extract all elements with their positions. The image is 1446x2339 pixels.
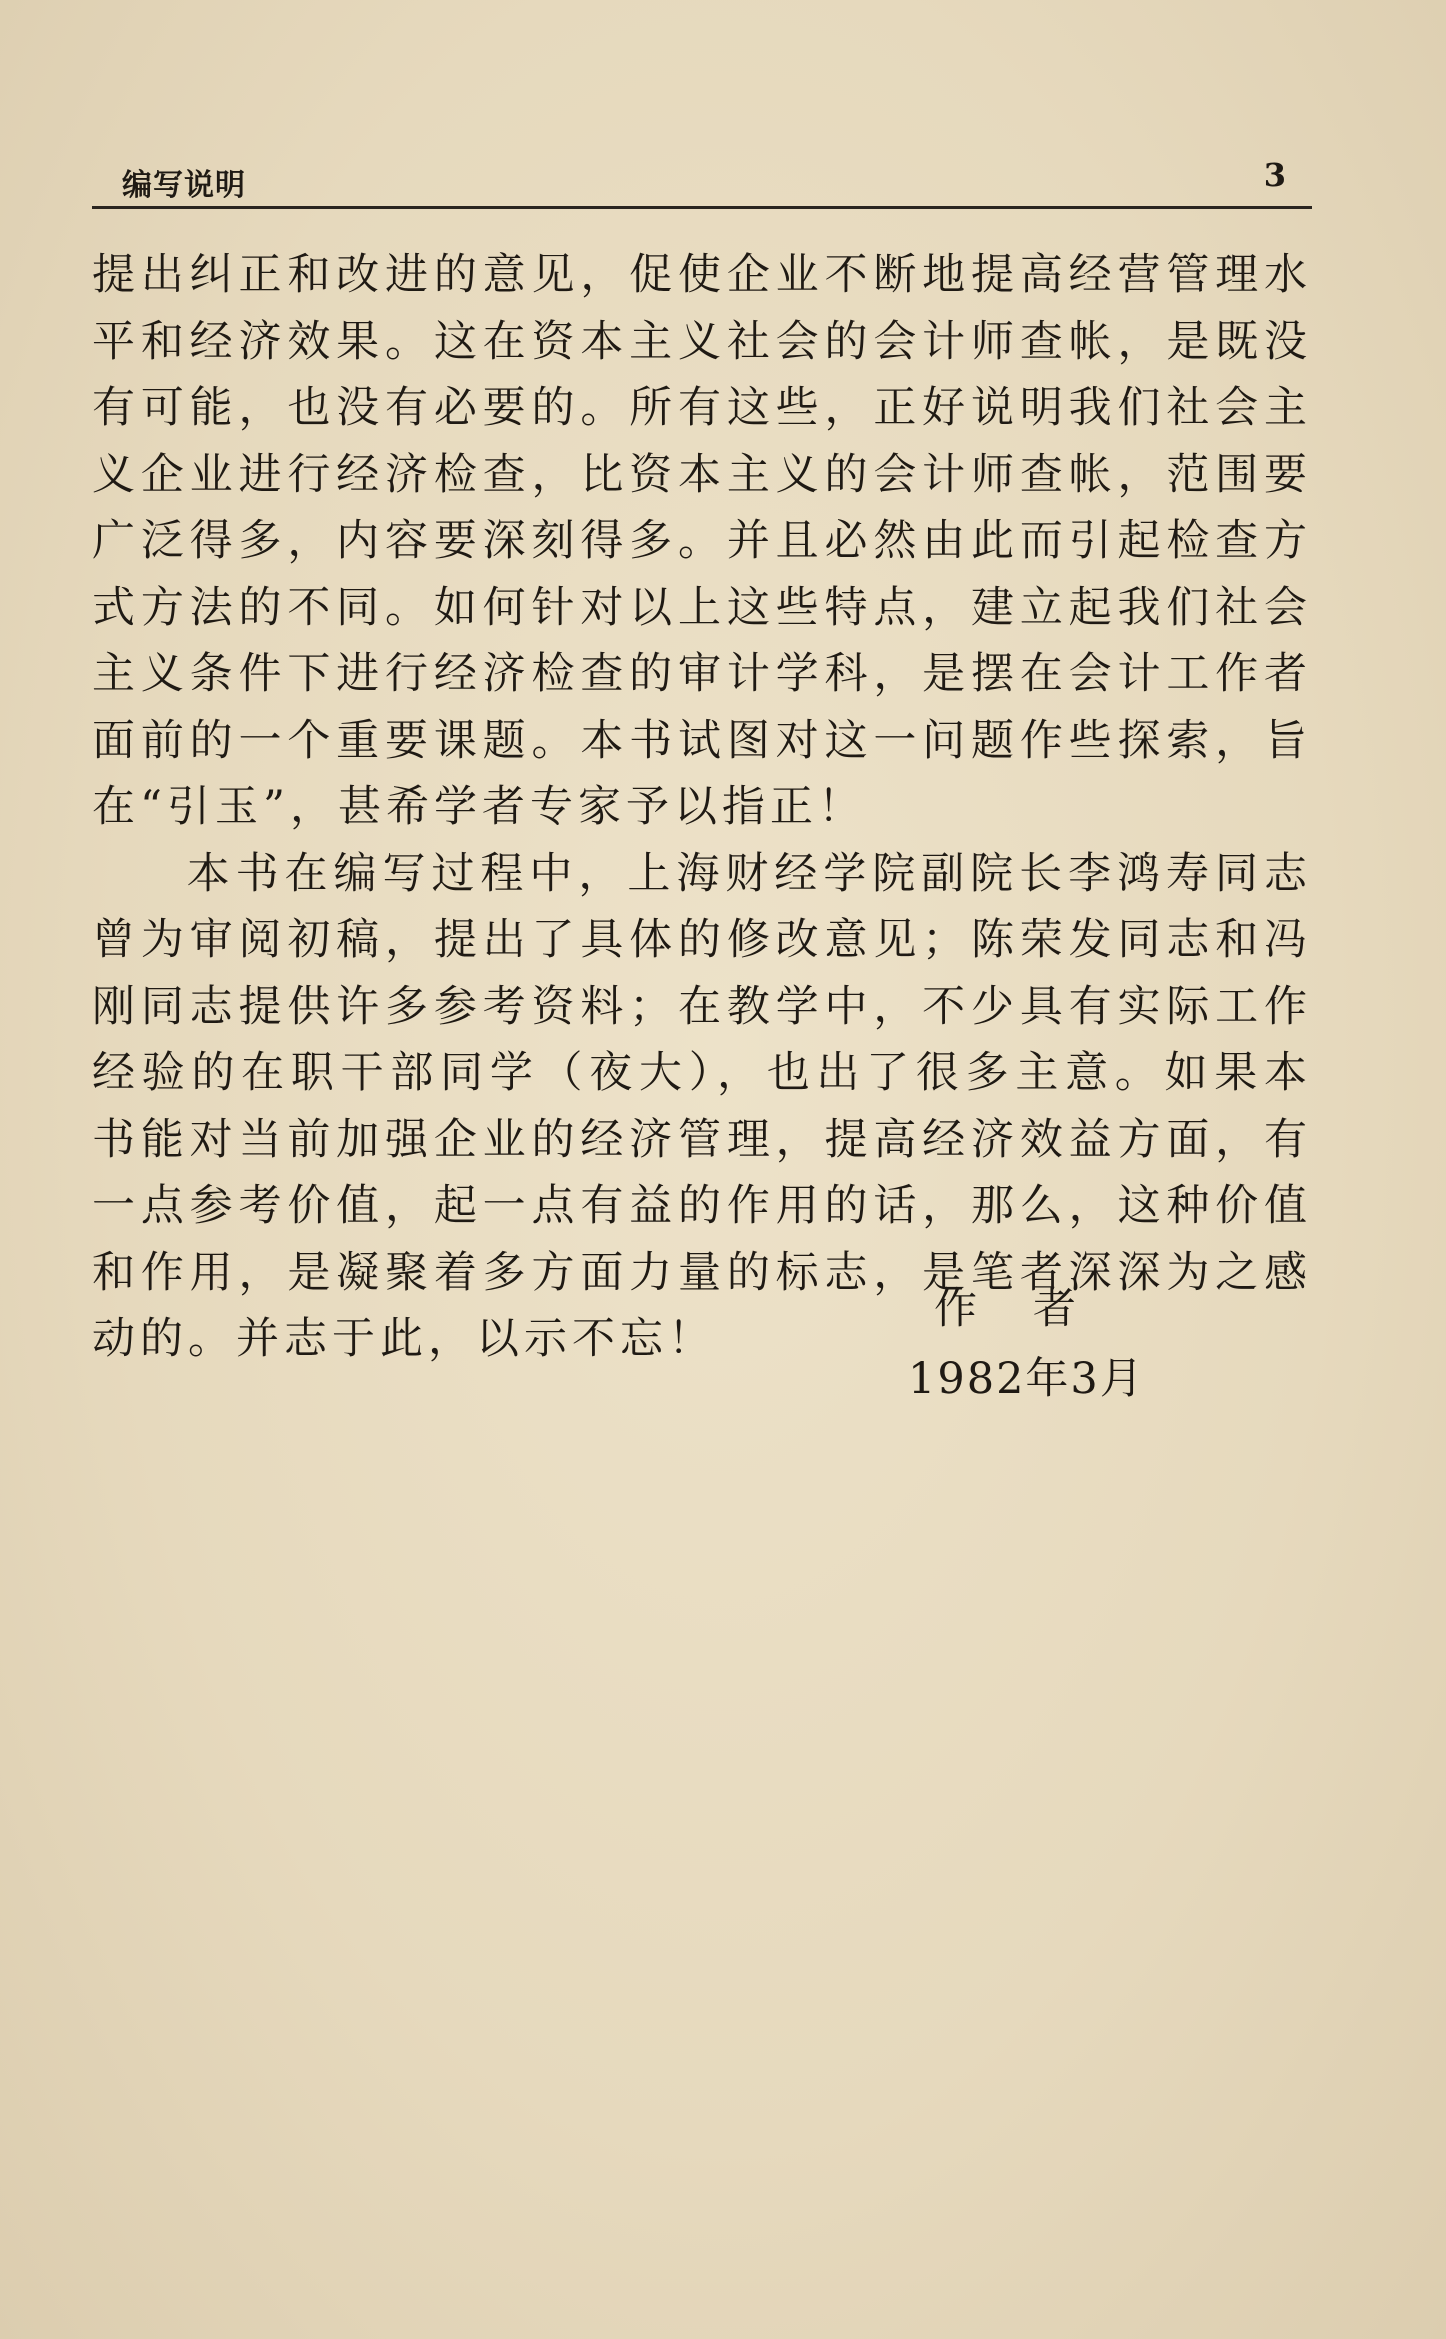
body-text [92, 242, 1312, 1373]
paragraph-acknowledgements: 本书在编写过程中，上海财经学院副院长李鸿寿同志曾为审阅初稿，提出了具体的修改意见；陈荣发同志和冯刚同志提供许多参考资料；在教学中，不少具有实际工作经验的在职干部同学（夜大），也出了很多主意。如果本书能对当前加强企业的经济管理，提高经济效益方面，有一点参考价值，起一点有益的作用的话，那么，这种价值和作用，是凝聚着多方面力量的标志，是笔者深深为之感动的。并志于此，以示不忘！ [92, 848, 1312, 1364]
signature-date: 1982年3月 [908, 1354, 1145, 1404]
signature-block [908, 1274, 1145, 1414]
section-title: 编写说明 [122, 168, 246, 203]
paragraph-continued: 提出纠正和改进的意见，促使企业不断地提高经营管理水平和经济效果。这在资本主义社会的会计师查帐，是既没有可能，也没有必要的。所有这些，正好说明我们社会主义企业进行经济检查，比资本主义的会计师查帐，范围要广泛得多，内容要深刻得多。并且必然由此而引起检查方式方法的不同。如何针对以上这些特点，建立起我们社会主义条件下进行经济检查的审计学科，是摆在会计工作者面前的一个重要课题。本书试图对这一问题作些探索，旨在“引玉”，甚希学者专家予以指正！ [92, 250, 1312, 832]
page-number: 3 [1263, 156, 1286, 194]
signature-author: 作者 [934, 1284, 1132, 1334]
running-header [92, 150, 1312, 209]
